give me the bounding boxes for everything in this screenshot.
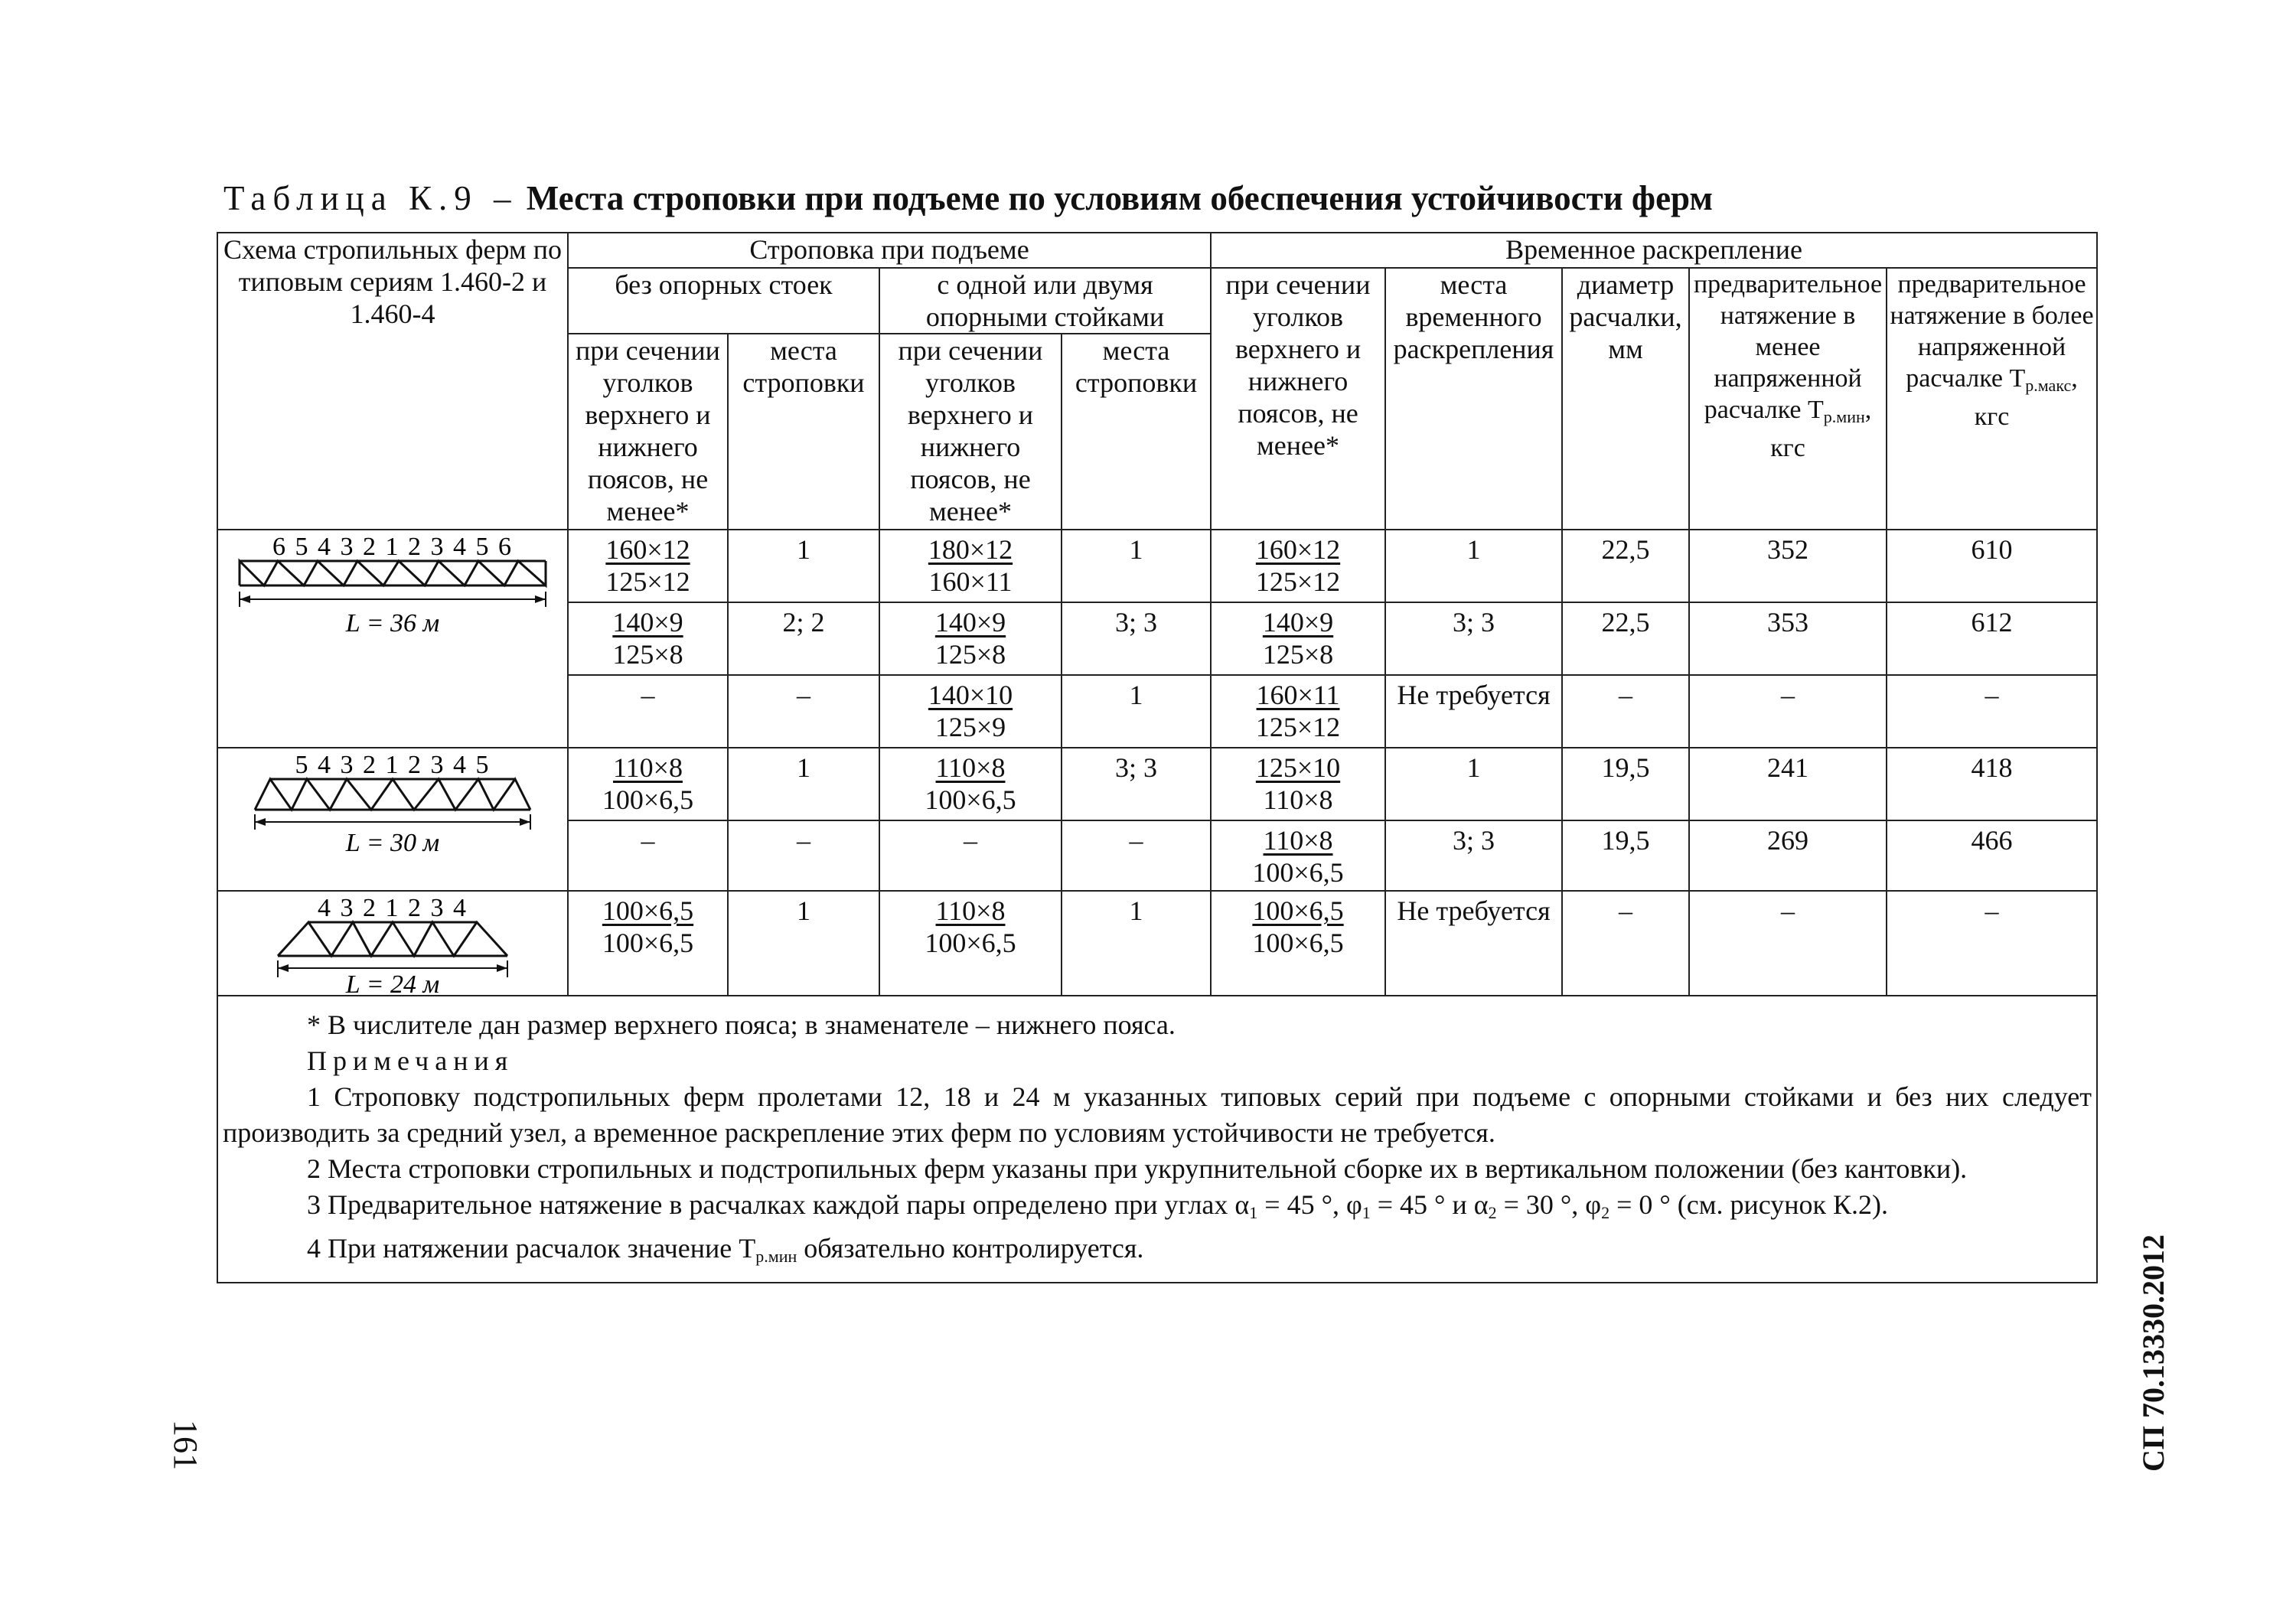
cell: – xyxy=(568,820,728,891)
truss-span-label: L = 30 м xyxy=(345,829,440,856)
header-temp-section: при сечении уголков верхнего и нижнего поясов, не менее* xyxy=(1211,268,1385,530)
cell: 22,5 xyxy=(1562,530,1689,602)
header-tension-min: предварительное натяжение в менее напряженной расчалке $Т_{р.мин}$, кгс xyxy=(1689,268,1887,530)
table-row xyxy=(217,530,2097,602)
cell: $\frac{140\times 9}{125\times 8}$ xyxy=(879,602,1062,675)
cell: – xyxy=(1562,675,1689,748)
cell: $\frac{110\times 8}{100\times 6,5}$ xyxy=(879,748,1062,820)
truss-node-labels: 6 5 4 3 2 1 2 3 4 5 6 xyxy=(272,533,513,561)
footnote: * В числителе дан размер верхнего пояса; в знаменателе – нижнего пояса. xyxy=(307,1009,1176,1040)
table-label: Таблица К.9 – xyxy=(223,179,518,217)
cell: – xyxy=(1689,675,1887,748)
header-lifting: Строповка при подъеме xyxy=(568,233,1211,268)
cell: 3; 3 xyxy=(1385,602,1562,675)
cell: 22,5 xyxy=(1562,602,1689,675)
cell: 3; 3 xyxy=(1385,820,1562,891)
header-places-2: места строповки xyxy=(1062,334,1211,530)
cell: 1 xyxy=(1062,891,1211,996)
cell: 1 xyxy=(1385,530,1562,602)
header-tension-max: предварительное натяжение в более напряженной расчалке $Т_{р.макс}$, кгс xyxy=(1887,268,2097,530)
cell: 1 xyxy=(728,891,879,996)
cell: $\frac{140\times 10}{125\times 9}$ xyxy=(879,675,1062,748)
note-4: 4 При натяжении расчалок значение $Т_{р.мин}$ обязательно контролируется. xyxy=(307,1233,1144,1266)
cell: $\frac{100\times 6,5}{100\times 6,5}$ xyxy=(568,891,728,996)
cell: $\frac{110\times 8}{100\times 6,5}$ xyxy=(568,748,728,820)
cell: 1 xyxy=(728,748,879,820)
header-places-1: места строповки xyxy=(728,334,879,530)
table-row xyxy=(217,891,2097,996)
cell: 610 xyxy=(1887,530,2097,602)
truss-scheme-24 xyxy=(217,891,568,996)
document-code: СП 70.13330.2012 xyxy=(2136,1234,2170,1472)
cell: – xyxy=(1887,675,2097,748)
header-section-1: при сечении уголков верхнего и нижнего поясов, не менее* xyxy=(568,334,728,530)
truss-diagram-36 xyxy=(224,530,561,638)
cell: 1 xyxy=(1385,748,1562,820)
cell: 418 xyxy=(1887,748,2097,820)
cell: Не требуется xyxy=(1385,675,1562,748)
cell: – xyxy=(568,675,728,748)
note-1: 1 Строповку подстропильных ферм пролетами 12, 18 и 24 м указанных типовых серий при подъеме с опорными стойками и без них следует производить за средний узел, а временное раскрепление этих ферм по условиям устойчивости не требуется. xyxy=(223,1081,2092,1148)
slinging-table xyxy=(217,232,2098,1283)
truss-diagram-30 xyxy=(240,748,546,856)
truss-node-labels: 5 4 3 2 1 2 3 4 5 xyxy=(295,751,491,779)
cell: $\frac{110\times 8}{100\times 6,5}$ xyxy=(1211,820,1385,891)
notes-cell xyxy=(217,996,2097,1283)
note-3: 3 Предварительное натяжение в расчалках каждой пары определено при углах $\alpha_1 = 45$ °, $\varphi_1 = 45$ ° и $\alpha_2 = 30$ °, $\varphi_2 = 0$ ° (см. рисунок К.2). xyxy=(307,1189,1889,1222)
cell: 19,5 xyxy=(1562,820,1689,891)
cell: – xyxy=(1887,891,2097,996)
cell: $\frac{140\times 9}{125\times 8}$ xyxy=(1211,602,1385,675)
truss-span-label: L = 24 м xyxy=(345,970,440,994)
cell: $\frac{180\times 12}{160\times 11}$ xyxy=(879,530,1062,602)
cell: $\frac{140\times 9}{125\times 8}$ xyxy=(568,602,728,675)
cell: 612 xyxy=(1887,602,2097,675)
truss-diagram-24 xyxy=(263,892,523,994)
cell: – xyxy=(1562,891,1689,996)
cell: 1 xyxy=(1062,530,1211,602)
cell: 353 xyxy=(1689,602,1887,675)
header-scheme: Схема стропильных ферм по типовым сериям 1.460-2 и 1.460-4 xyxy=(217,233,568,530)
table-caption: Места строповки при подъеме по условиям обеспечения устойчивости ферм xyxy=(526,179,1714,217)
truss-span-label: L = 36 м xyxy=(345,609,440,638)
notes-row xyxy=(217,996,2097,1283)
cell: $\frac{160\times 12}{125\times 12}$ xyxy=(1211,530,1385,602)
note-2: 2 Места строповки стропильных и подстропильных ферм указаны при укрупнительной сборке их в вертикальном положении (без кантовки). xyxy=(307,1153,1968,1184)
cell: – xyxy=(728,820,879,891)
table-title xyxy=(223,174,2122,222)
header-section-2: при сечении уголков верхнего и нижнего поясов, не менее* xyxy=(879,334,1062,530)
cell: $\frac{160\times 11}{125\times 12}$ xyxy=(1211,675,1385,748)
cell: – xyxy=(1689,891,1887,996)
table-row xyxy=(217,748,2097,820)
header-with-posts: с одной или двумя опорными стойками xyxy=(879,268,1211,334)
header-diameter: диаметр расчалки, мм xyxy=(1562,268,1689,530)
cell: 1 xyxy=(1062,675,1211,748)
cell: 3; 3 xyxy=(1062,602,1211,675)
cell: – xyxy=(728,675,879,748)
cell: 19,5 xyxy=(1562,748,1689,820)
header-temp-bracing: Временное раскрепление xyxy=(1211,233,2097,268)
cell: 466 xyxy=(1887,820,2097,891)
cell: $\frac{160\times 12}{125\times 12}$ xyxy=(568,530,728,602)
cell: 1 xyxy=(728,530,879,602)
cell: $\frac{125\times 10}{110\times 8}$ xyxy=(1211,748,1385,820)
cell: 2; 2 xyxy=(728,602,879,675)
cell: 241 xyxy=(1689,748,1887,820)
notes-title: Примечания xyxy=(307,1045,514,1076)
cell: Не требуется xyxy=(1385,891,1562,996)
cell: – xyxy=(1062,820,1211,891)
header-no-posts: без опорных стоек xyxy=(568,268,879,334)
page-number: 161 xyxy=(167,1420,204,1470)
cell: $\frac{100\times 6,5}{100\times 6,5}$ xyxy=(1211,891,1385,996)
cell: – xyxy=(879,820,1062,891)
cell: 3; 3 xyxy=(1062,748,1211,820)
truss-node-labels: 4 3 2 1 2 3 4 xyxy=(318,894,468,922)
cell: 269 xyxy=(1689,820,1887,891)
header-temp-places: места временного раскрепления xyxy=(1385,268,1562,530)
cell: $\frac{110\times 8}{100\times 6,5}$ xyxy=(879,891,1062,996)
cell: 352 xyxy=(1689,530,1887,602)
truss-scheme-30 xyxy=(217,748,568,891)
truss-scheme-36 xyxy=(217,530,568,748)
